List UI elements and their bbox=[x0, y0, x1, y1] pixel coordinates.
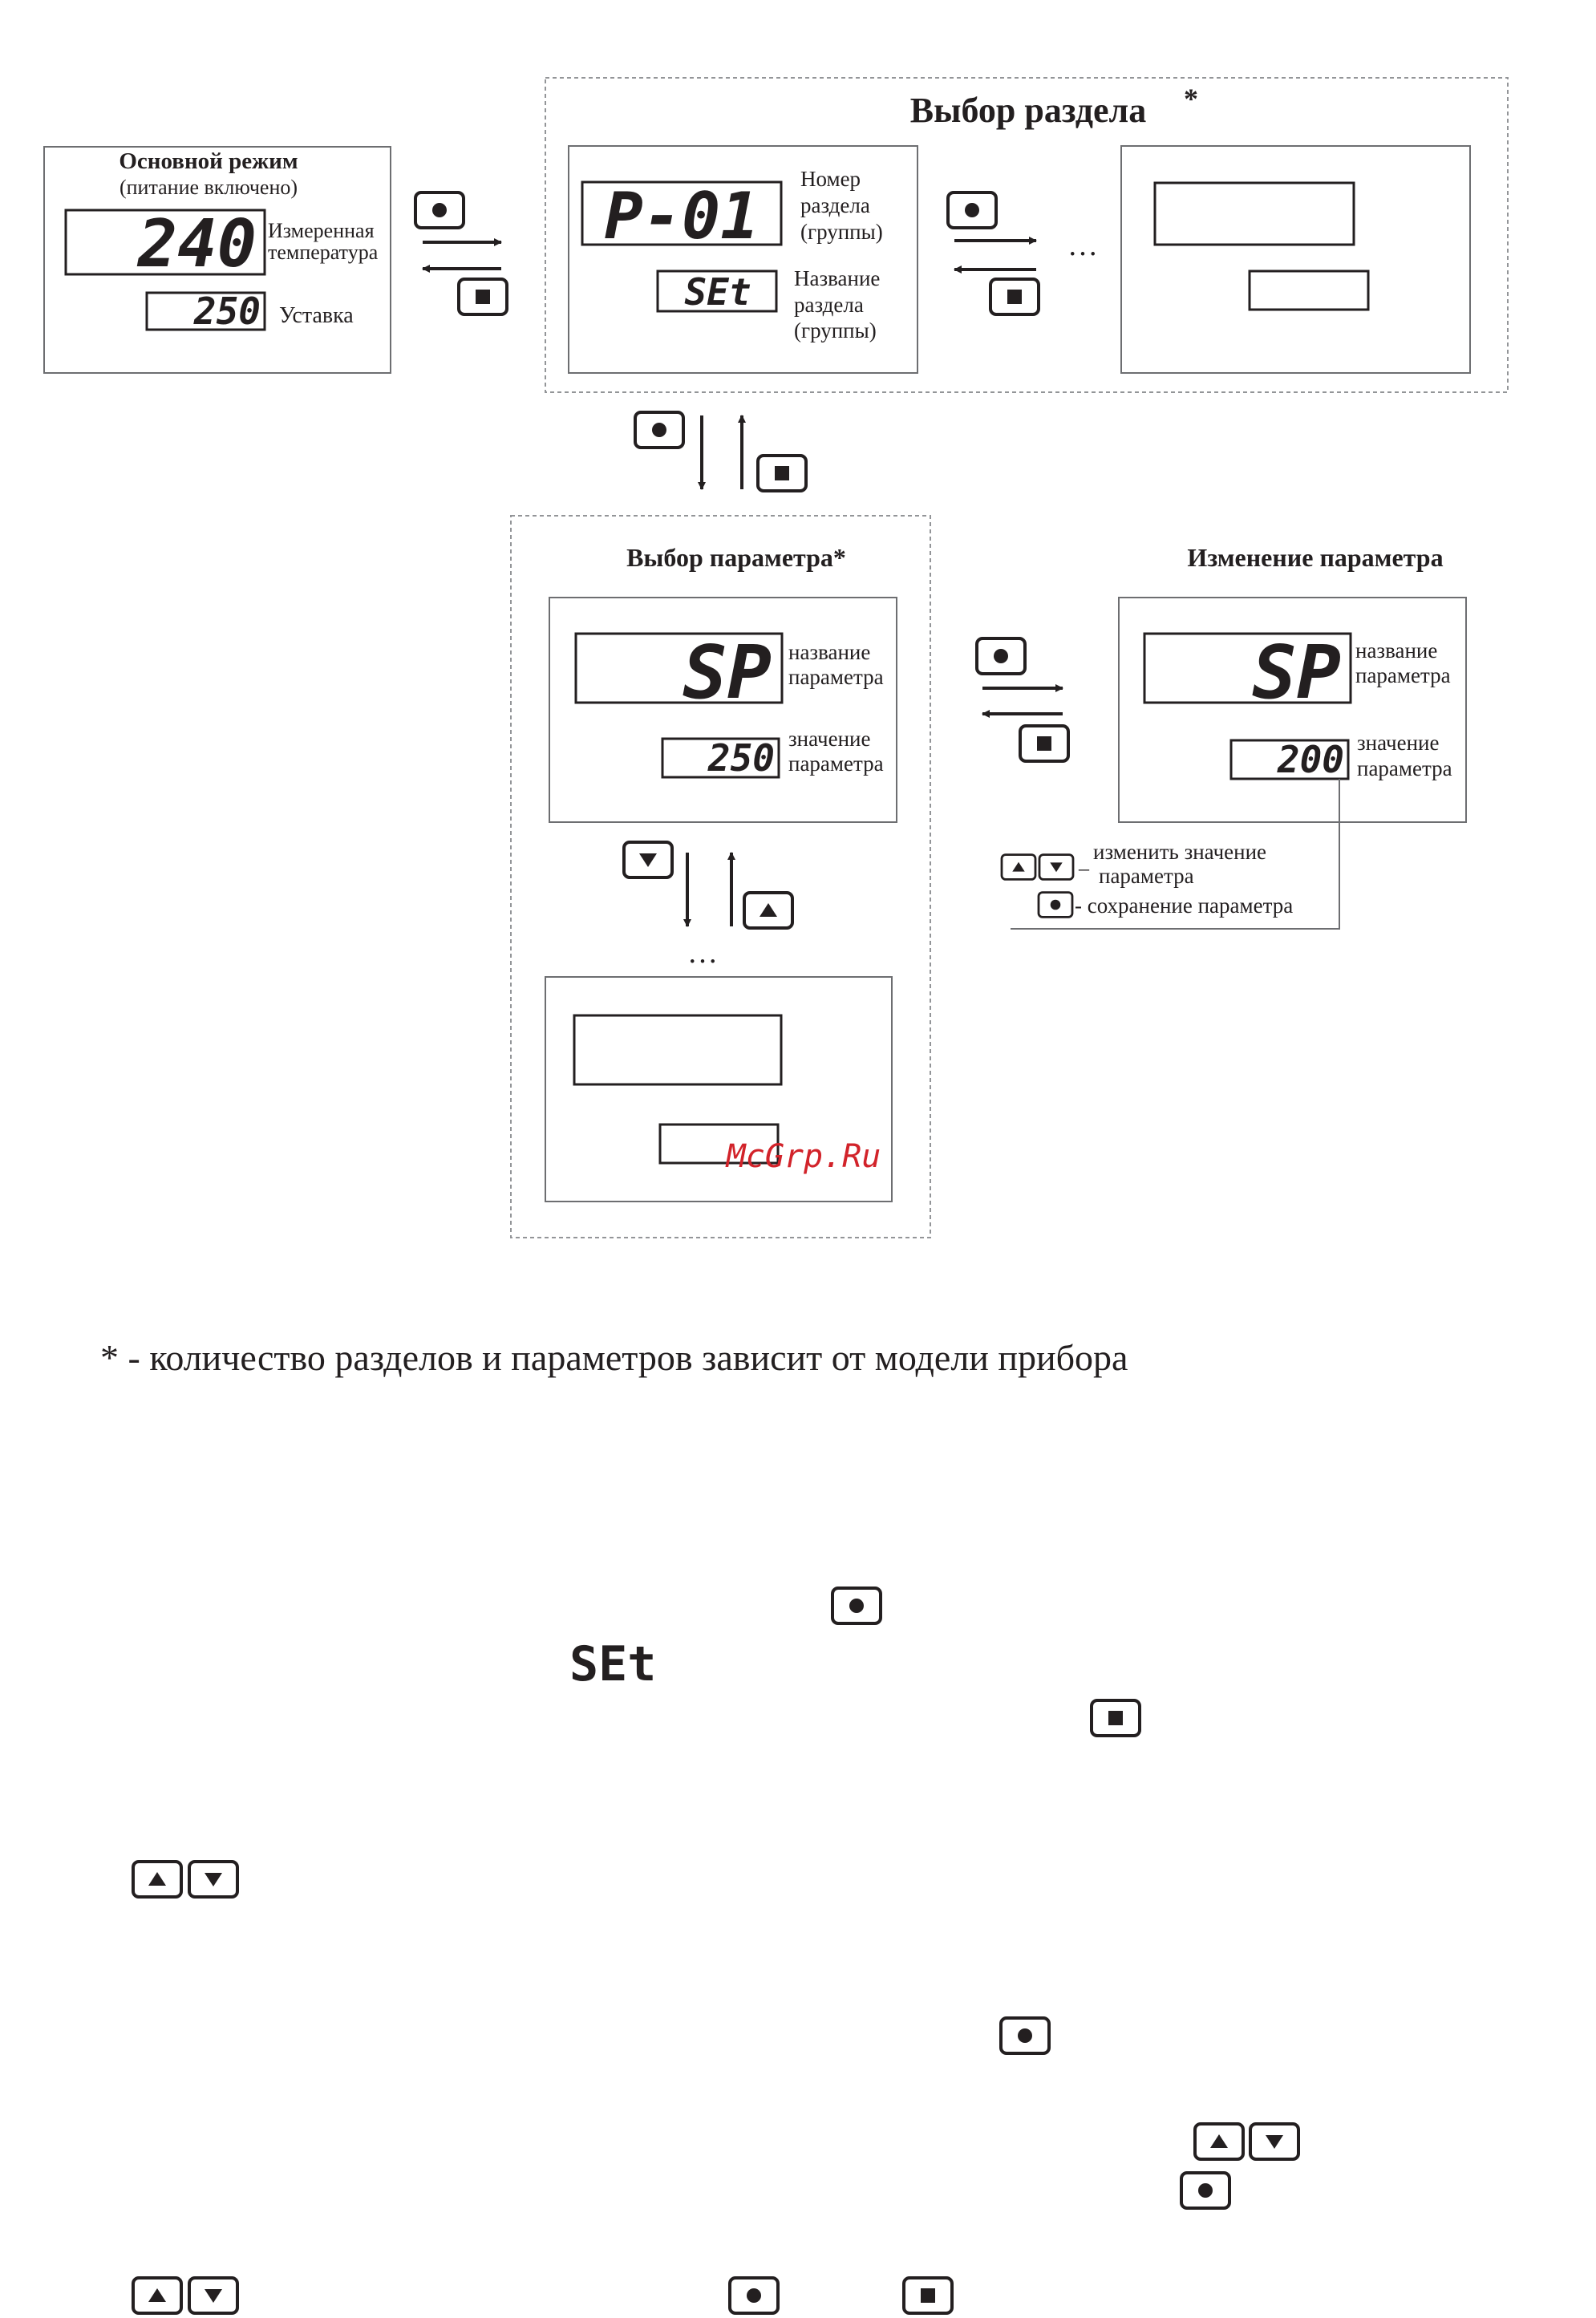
up-button-icon bbox=[744, 893, 792, 928]
down-button-icon bbox=[189, 1862, 237, 1897]
section-display-main-label-3: (группы) bbox=[800, 220, 883, 244]
section-display-small-label-1: Название bbox=[794, 266, 881, 290]
main-mode-display-main-label-1: Измеренная bbox=[268, 219, 375, 242]
main-mode-display-small-value: 250 bbox=[193, 290, 261, 333]
section-display-small-value: SEt bbox=[684, 270, 751, 314]
main-mode-display-main-label-2: температура bbox=[268, 241, 379, 264]
up-button-icon bbox=[133, 1862, 181, 1897]
legend-change-line2: параметра bbox=[1099, 864, 1194, 888]
down-button-icon bbox=[624, 842, 672, 877]
section-select-asterisk: * bbox=[1184, 83, 1198, 115]
square-button-icon bbox=[1020, 726, 1068, 761]
main-mode-display-small-label: Уставка bbox=[279, 303, 354, 328]
change-display-main-label-2: параметра bbox=[1355, 663, 1451, 687]
circle-button-icon bbox=[1001, 2018, 1049, 2053]
square-button-icon bbox=[459, 279, 507, 314]
param-display-main-label-2: параметра bbox=[788, 665, 884, 689]
footnote: * - количество разделов и параметров зависит от модели прибора bbox=[100, 1337, 1128, 1378]
section-next-display-main bbox=[1155, 183, 1354, 245]
param-display-small-label-1: значение bbox=[788, 727, 871, 751]
param-display-small-label-2: параметра bbox=[788, 752, 884, 776]
legend-dash: – bbox=[1079, 857, 1089, 880]
change-display-small-label-2: параметра bbox=[1357, 756, 1452, 780]
change-display-main-value: SP bbox=[1252, 630, 1341, 715]
change-display-small-label-1: значение bbox=[1357, 731, 1440, 755]
watermark: McGrp.Ru bbox=[726, 1138, 881, 1175]
section-display-main-label-2: раздела bbox=[800, 193, 870, 217]
circle-button-icon bbox=[832, 1588, 881, 1623]
section-display-small-label-2: раздела bbox=[794, 293, 864, 317]
param-display-small-value: 250 bbox=[707, 736, 775, 780]
circle-button-icon bbox=[1039, 893, 1072, 918]
change-display-main-label-1: название bbox=[1355, 638, 1438, 663]
section-display-small-label-3: (группы) bbox=[794, 318, 877, 342]
section-display-main-value: P-01 bbox=[604, 179, 760, 253]
param-display-main-label-1: название bbox=[788, 640, 871, 664]
square-button-icon bbox=[1092, 1700, 1140, 1736]
circle-button-icon bbox=[635, 412, 683, 448]
param-change-title: Изменение параметра bbox=[1187, 543, 1444, 572]
param-ellipsis: … bbox=[687, 936, 718, 970]
section-ellipsis: … bbox=[1067, 229, 1098, 262]
param-display-main-value: SP bbox=[683, 630, 772, 715]
circle-button-icon bbox=[948, 192, 996, 228]
down-button-icon bbox=[1250, 2124, 1298, 2159]
up-button-icon bbox=[1002, 855, 1035, 880]
section-select-title: Выбор раздела bbox=[909, 91, 1147, 130]
down-button-icon bbox=[1039, 855, 1073, 880]
body-set-glyph: SEt bbox=[569, 1636, 657, 1692]
main-mode-display-main-value: 240 bbox=[137, 206, 257, 282]
section-next-display-small bbox=[1250, 271, 1368, 310]
param-select-title: Выбор параметра* bbox=[626, 543, 846, 572]
square-button-icon bbox=[904, 2278, 952, 2313]
change-display-small-value: 200 bbox=[1277, 738, 1344, 781]
section-select-group bbox=[545, 78, 1508, 392]
legend-change-line1: изменить значение bbox=[1093, 840, 1267, 864]
up-button-icon bbox=[133, 2278, 181, 2313]
square-button-icon bbox=[990, 279, 1039, 314]
main-mode-panel bbox=[44, 147, 391, 373]
circle-button-icon bbox=[977, 638, 1025, 674]
up-button-icon bbox=[1195, 2124, 1243, 2159]
main-mode-subtitle: (питание включено) bbox=[119, 176, 298, 199]
circle-button-icon bbox=[1181, 2173, 1229, 2208]
circle-button-icon bbox=[415, 192, 464, 228]
param-next-display-main bbox=[574, 1015, 781, 1084]
legend-save: - сохранение параметра bbox=[1075, 894, 1294, 918]
section-next-panel bbox=[1121, 146, 1470, 373]
param-change-group bbox=[1002, 543, 1466, 929]
circle-button-icon bbox=[730, 2278, 778, 2313]
square-button-icon bbox=[758, 456, 806, 491]
section-display-main-label-1: Номер bbox=[800, 167, 861, 191]
down-button-icon bbox=[189, 2278, 237, 2313]
main-mode-title: Основной режим bbox=[119, 148, 298, 174]
param-select-group bbox=[511, 516, 930, 1238]
